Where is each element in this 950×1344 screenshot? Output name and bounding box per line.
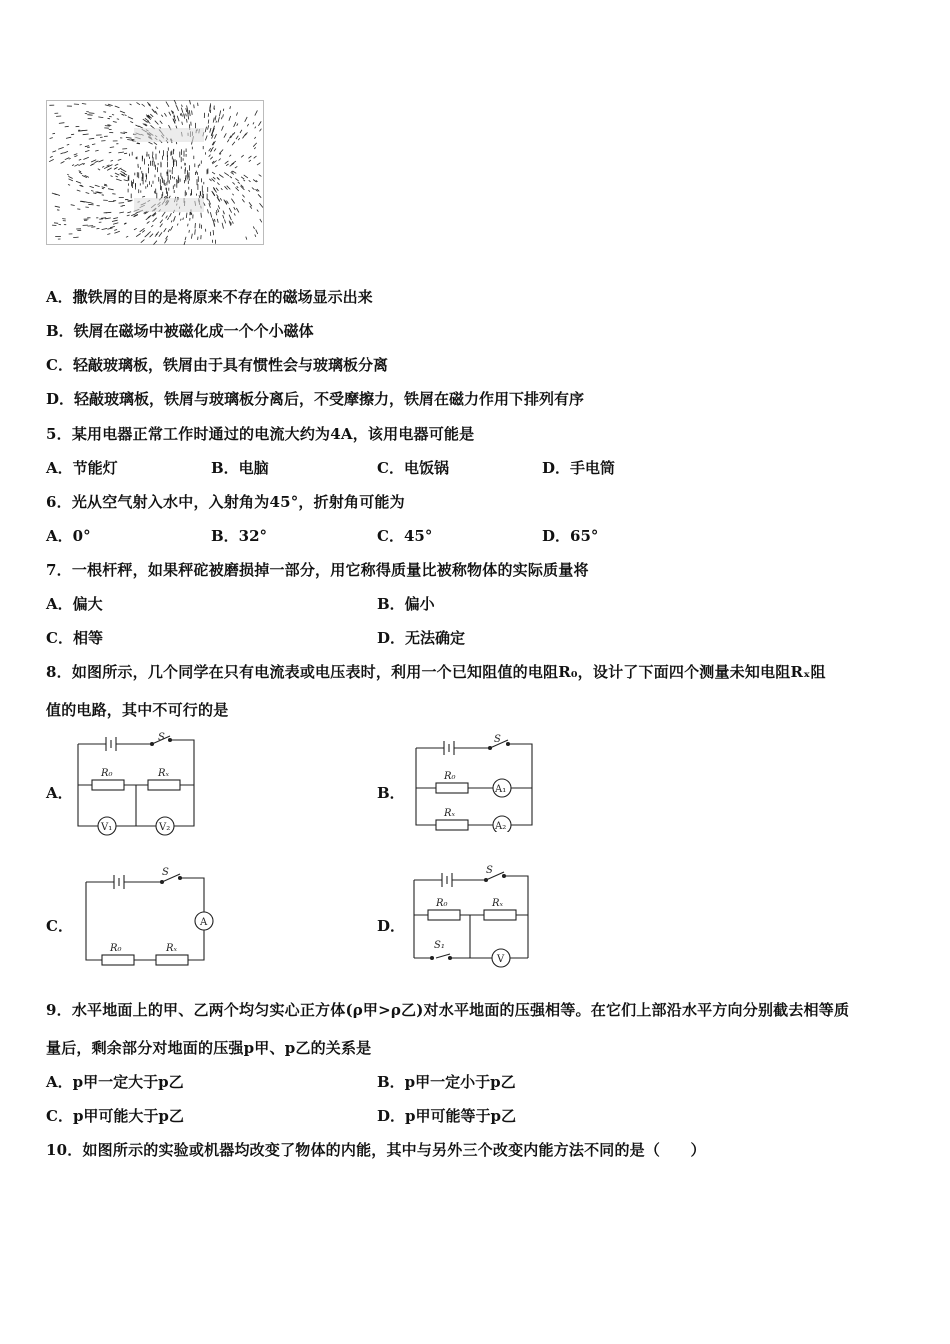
iron-filing-mark — [101, 218, 106, 219]
q9-stem-line2: 量后，剩余部分对地面的压强p甲、p乙的关系是 — [46, 1039, 372, 1057]
iron-filing-mark — [124, 153, 127, 154]
iron-filing-mark — [91, 227, 95, 228]
iron-filing-mark — [189, 230, 190, 233]
iron-filing-mark — [71, 134, 74, 135]
q5-option-b: B．电脑 — [211, 459, 269, 477]
circuit-a-rx-label: Rₓ — [158, 768, 170, 779]
q8-label-a: A． — [46, 784, 73, 802]
circuit-a-v2-label: V₂ — [159, 822, 171, 833]
iron-filing-mark — [103, 112, 106, 113]
iron-filing-mark — [73, 237, 78, 238]
q6-option-a: A．0° — [46, 527, 91, 545]
iron-filing-mark — [78, 131, 82, 132]
circuit-c-r0-label: R₀ — [110, 943, 122, 954]
iron-filing-mark — [108, 118, 111, 119]
circuit-a-r0-label: R₀ — [101, 768, 113, 779]
iron-filing-mark — [176, 142, 177, 144]
q9-option-c: C．p甲可能大于p乙 — [46, 1107, 184, 1125]
iron-filing-mark — [88, 226, 94, 227]
q9-option-d: D．p甲可能等于p乙 — [377, 1107, 516, 1125]
q6-option-c: C．45° — [377, 527, 433, 545]
q5-option-d: D．手电筒 — [542, 459, 616, 477]
q5-option-c: C．电饭锅 — [377, 459, 449, 477]
iron-filing-mark — [201, 213, 202, 218]
q8-stem-line2: 值的电路，其中不可行的是 — [46, 701, 229, 719]
circuit-a-v1-label: V₁ — [101, 822, 113, 833]
circuit-a-switch-label: S — [158, 732, 165, 743]
q6-option-d: D．65° — [542, 527, 599, 545]
circuit-d-r0-label: R₀ — [436, 898, 448, 909]
iron-filing-mark — [194, 105, 195, 109]
q8-stem-line1: 8．如图所示，几个同学在只有电流表或电压表时，利用一个已知阻值的电阻R₀，设计了下面四个测量未知电阻Rₓ阻 — [46, 663, 826, 681]
circuit-a — [72, 730, 202, 836]
circuit-c — [78, 862, 218, 970]
iron-filing-mark — [82, 130, 88, 131]
q4-option-c: C．轻敲玻璃板，铁屑由于具有惯性会与玻璃板分离 — [46, 356, 388, 374]
iron-filing-mark — [109, 116, 112, 117]
q7-stem: 7．一根杆秤，如果秤砣被磨损掉一部分，用它称得质量比被称物体的实际质量将 — [46, 561, 589, 579]
circuit-d — [408, 860, 538, 972]
q7-option-b: B．偏小 — [377, 595, 435, 613]
iron-filing-mark — [223, 109, 224, 111]
q5-stem: 5．某用电器正常工作时通过的电流大约为4A，该用电器可能是 — [46, 425, 475, 443]
circuit-d-s1-label: S₁ — [434, 940, 445, 951]
circuit-b-r0-label: R₀ — [444, 771, 456, 782]
iron-filing-mark — [106, 212, 112, 213]
circuit-d-voltmeter-label: V — [497, 954, 505, 965]
circuit-c-rx-label: Rₓ — [166, 943, 178, 954]
circuit-c-switch-label: S — [162, 867, 169, 878]
circuit-b-a1-label: A₁ — [495, 784, 507, 795]
iron-filing-mark — [87, 115, 92, 116]
q8-label-c: C． — [46, 917, 73, 935]
q4-option-a: A．撒铁屑的目的是将原来不存在的磁场显示出来 — [46, 288, 373, 306]
iron-filing-mark — [80, 145, 82, 146]
circuit-b-switch-label: S — [494, 734, 501, 745]
q4-option-d: D．轻敲玻璃板，铁屑与玻璃板分离后，不受摩擦力，铁屑在磁力作用下排列有序 — [46, 390, 585, 408]
iron-filing-mark — [188, 224, 189, 227]
iron-filing-mark — [54, 223, 58, 224]
q7-option-a: A．偏大 — [46, 595, 103, 613]
iron-filing-mark — [112, 115, 114, 116]
q4-option-b: B．铁屑在磁场中被磁化成一个个小磁体 — [46, 322, 314, 340]
q8-label-d: D． — [377, 917, 406, 935]
iron-filing-mark — [105, 126, 110, 127]
circuit-b — [410, 730, 540, 832]
q5-option-a: A．节能灯 — [46, 459, 118, 477]
iron-filings-figure — [46, 100, 264, 245]
q6-option-b: B．32° — [211, 527, 268, 545]
circuit-b-rx-label: Rₓ — [444, 808, 456, 819]
q8-label-b: B． — [377, 784, 405, 802]
circuit-c-ammeter-label: A — [200, 917, 208, 928]
iron-filings-image — [46, 100, 264, 245]
circuit-b-a2-label: A₂ — [495, 821, 507, 832]
iron-filing-mark — [119, 203, 125, 204]
iron-filing-mark — [213, 230, 214, 235]
q6-stem: 6．光从空气射入水中，入射角为45°，折射角可能为 — [46, 493, 405, 511]
q9-option-a: A．p甲一定大于p乙 — [46, 1073, 184, 1091]
q9-option-b: B．p甲一定小于p乙 — [377, 1073, 516, 1091]
iron-filing-mark — [216, 121, 217, 123]
q7-option-d: D．无法确定 — [377, 629, 466, 647]
circuit-d-switch-label: S — [486, 865, 493, 876]
circuit-d-rx-label: Rₓ — [492, 898, 504, 909]
q7-option-c: C．相等 — [46, 629, 103, 647]
q10-stem: 10．如图所示的实验或机器均改变了物体的内能，其中与另外三个改变内能方法不同的是（ ） — [46, 1141, 706, 1159]
q9-stem-line1: 9．水平地面上的甲、乙两个均匀实心正方体(ρ甲>ρ乙)对水平地面的压强相等。在它们上部沿水平方向分别截去相等质 — [46, 1001, 850, 1019]
